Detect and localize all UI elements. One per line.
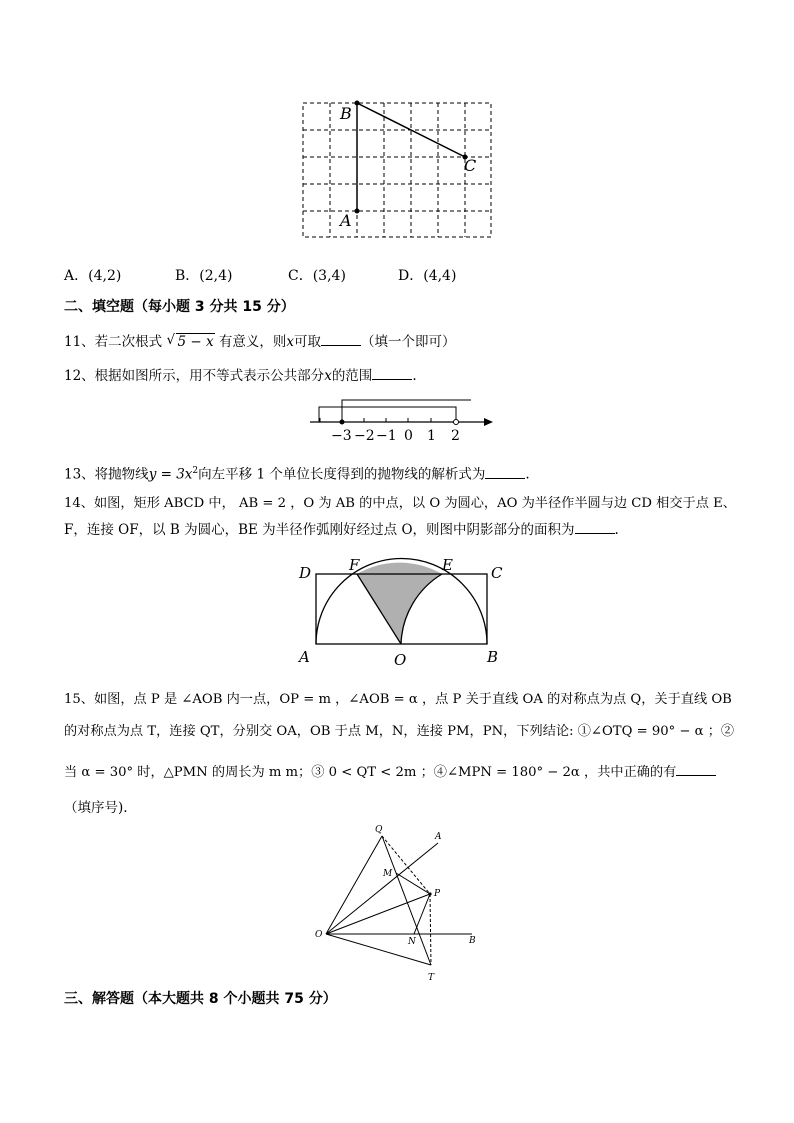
choice-a[interactable]: A．(4,2)	[64, 268, 122, 284]
question-15-line4: （填序号).	[64, 800, 128, 816]
answer-blank-15[interactable]	[676, 763, 716, 776]
label-P: P	[434, 889, 441, 899]
question-14-line1: 14、如图，矩形 ABCD 中， AB = 2 ，O 为 AB 的中点，以 O 为圆心，AO 为半径作半圆与边 CD 相交于点 E、	[64, 496, 736, 511]
label-O: O	[315, 930, 323, 940]
tick-neg1: −1	[376, 428, 397, 444]
label-T: T	[428, 973, 435, 983]
tick-1: 1	[427, 428, 436, 444]
rectangle-semicircle-figure	[295, 555, 505, 670]
choice-c[interactable]: C．(3,4)	[288, 268, 346, 284]
question-15-line3: 当 α = 30° 时，△PMN 的周长为 m m；③ 0 < QT < 2m ；④∠MPN = 180° − 2α ，共中正确的有	[64, 763, 716, 783]
section2-title: 二、填空题（每小题 3 分共 15 分）	[64, 299, 295, 315]
tick-neg3: −3	[331, 428, 352, 444]
label-A: A	[340, 211, 352, 230]
question-12: 12、根据如图所示，用不等式表示公共部分x的范围 .	[64, 368, 417, 384]
question-11: 11、若二次根式 √ 5 − x 有意义，则x可取 （填一个即可）	[64, 332, 456, 350]
section3-title: 三、解答题（本大题共 8 个小题共 75 分）	[64, 991, 337, 1007]
tick-2: 2	[451, 428, 460, 444]
label-E: E	[442, 556, 453, 574]
label-O: O	[394, 651, 407, 669]
tick-neg2: −2	[354, 428, 375, 444]
answer-blank-11[interactable]	[321, 333, 361, 346]
answer-blank-13[interactable]	[485, 466, 525, 479]
question-13: 13、将抛物线$y = 3x^2$向左平移 1 个单位长度得到的抛物线的解析式为 .	[64, 466, 530, 483]
label-B: B	[340, 104, 352, 123]
angle-reflection-figure	[310, 820, 490, 985]
choice-b[interactable]: B．(2,4)	[175, 268, 233, 284]
question-15-line2: 的对称点为点 T，连接 QT，分别交 OA，OB 于点 M，N，连接 PM，PN，下列结论: ①∠OTQ = 90° − α ；②	[64, 724, 735, 739]
tick-0: 0	[404, 428, 413, 444]
label-D: D	[299, 564, 312, 582]
answer-blank-12[interactable]	[372, 367, 412, 380]
sqrt-expression: √ 5 − x	[166, 332, 214, 350]
answer-blank-14[interactable]	[575, 521, 615, 534]
label-C: C	[491, 564, 503, 582]
label-A: A	[299, 648, 310, 666]
question-15-line1: 15、如图，点 P 是 ∠AOB 内一点，OP = m ，∠AOB = α ，点 P 关于直线 OA 的对称点为点 Q，关于直线 OB	[64, 692, 732, 707]
label-N: N	[408, 937, 416, 947]
number-line-figure	[305, 396, 500, 444]
label-B: B	[487, 648, 499, 666]
label-Q: Q	[375, 825, 383, 835]
question-14-line2: F，连接 OF，以 B 为圆心，BE 为半径作弧刚好经过点 O，则图中阴影部分的面积为 .	[64, 522, 619, 538]
label-C: C	[464, 156, 477, 175]
label-A: A	[435, 832, 442, 842]
label-F: F	[349, 556, 360, 574]
label-B: B	[469, 936, 476, 946]
grid-figure	[300, 100, 494, 240]
label-M: M	[383, 869, 393, 879]
choice-d[interactable]: D．(4,4)	[398, 268, 457, 284]
